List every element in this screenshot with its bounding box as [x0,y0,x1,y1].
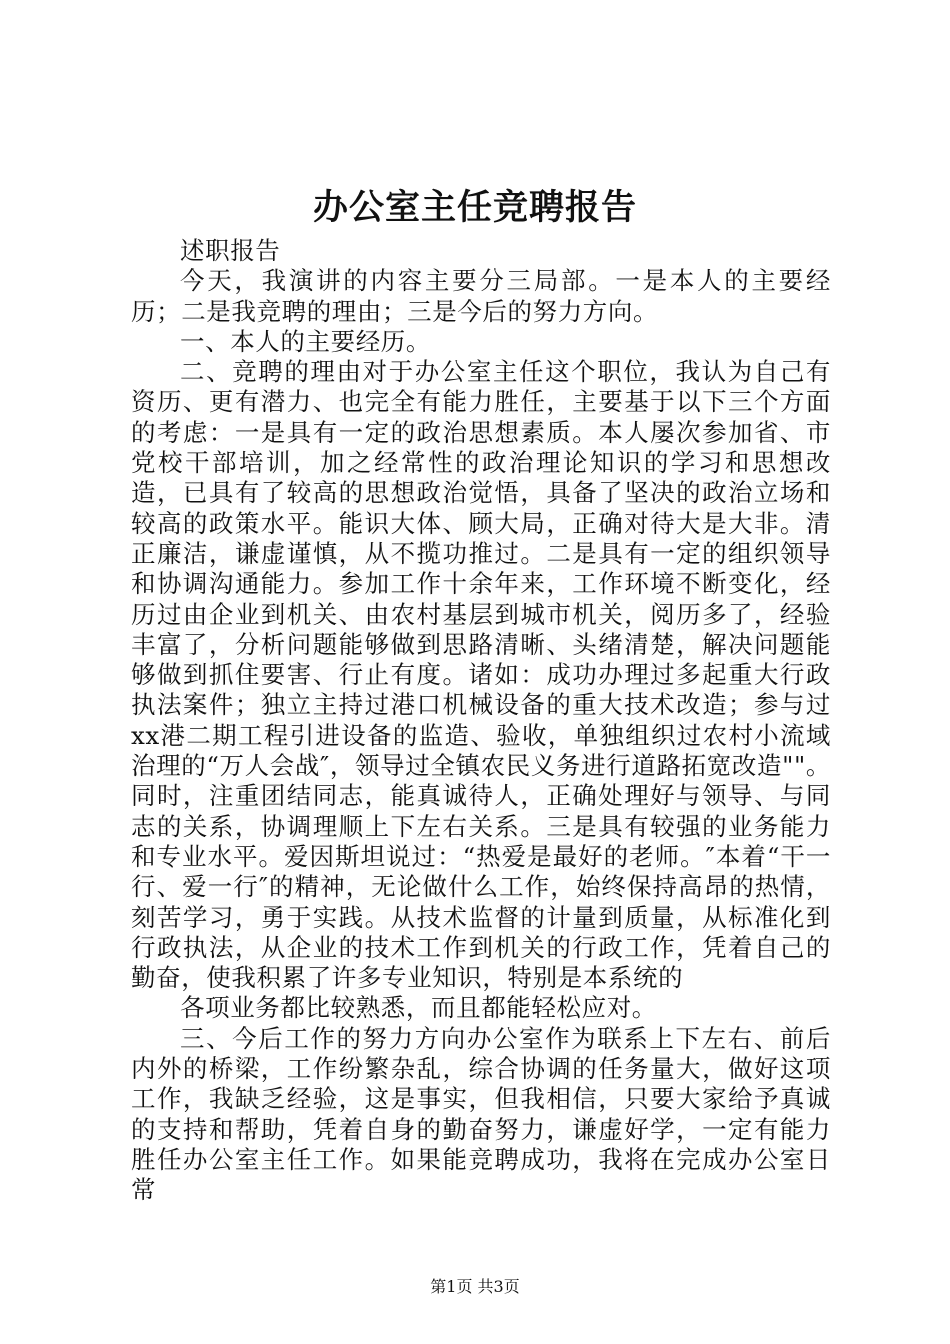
paragraph-continuation: 各项业务都比较熟悉，而且都能轻松应对。 [180,993,657,1023]
paragraph-section-one: 一、本人的主要经历。 [180,326,431,356]
paragraph-heading-report: 述职报告 [180,236,281,265]
paragraph-section-three: 三、今后工作的努力方向办公室作为联系上下左右、前后内外的桥梁，工作纷繁杂乱，综合协调的任务量大，做好这项工作，我缺乏经验，这是事实，但我相信，只要大家给予真诚的支持和帮助，凭着自身的勤奋努力，谦虚好学，一定有能力胜任办公室主任工作。如果能竞聘成功，我将在完成办公室日常 [131,1023,831,1205]
paragraph-intro: 今天，我演讲的内容主要分三局部。一是本人的主要经历；二是我竞聘的理由；三是今后的努力方向。 [131,266,831,326]
document-body [131,236,831,1206]
page-footer: 第1页 共3页 [430,1277,520,1296]
document-title: 办公室主任竞聘报告 [312,187,637,228]
paragraph-section-two: 二、竞聘的理由对于办公室主任这个职位，我认为自己有资历、更有潜力、也完全有能力胜任，主要基于以下三个方面的考虑：一是具有一定的政治思想素质。本人屡次参加省、市党校干部培训，加之经常性的政治理论知识的学习和思想改造，已具有了较高的思想政治觉悟，具备了坚决的政治立场和较高的政策水平。能识大体、顾大局，正确对待大是大非。清正廉洁，谦虚谨慎，从不揽功推过。二是具有一定的组织领导和协调沟通能力。参加工作十余年来，工作环境不断变化，经历过由企业到机关、由农村基层到城市机关，阅历多了，经验丰富了，分析问题能够做到思路清晰、头绪清楚，解决问题能够做到抓住要害、行止有度。诸如：成功办理过多起重大行政执法案件；独立主持过港口机械设备的重大技术改造；参与过xx港二期工程引进设备的监造、验收，单独组织过农村小流域治理的“万人会战″，领导过全镇农民义务进行道路拓宽改造""。同时，注重团结同志，能真诚待人，正确处理好与领导、与同志的关系，协调理顺上下左右关系。三是具有较强的业务能力和专业水平。爱因斯坦说过：“热爱是最好的老师。″本着“干一行、爱一行″的精神，无论做什么工作，始终保持高昂的热情，刻苦学习，勇于实践。从技术监督的计量到质量，从标准化到行政执法，从企业的技术工作到机关的行政工作，凭着自己的勤奋，使我积累了许多专业知识，特别是本系统的 [131,357,831,993]
